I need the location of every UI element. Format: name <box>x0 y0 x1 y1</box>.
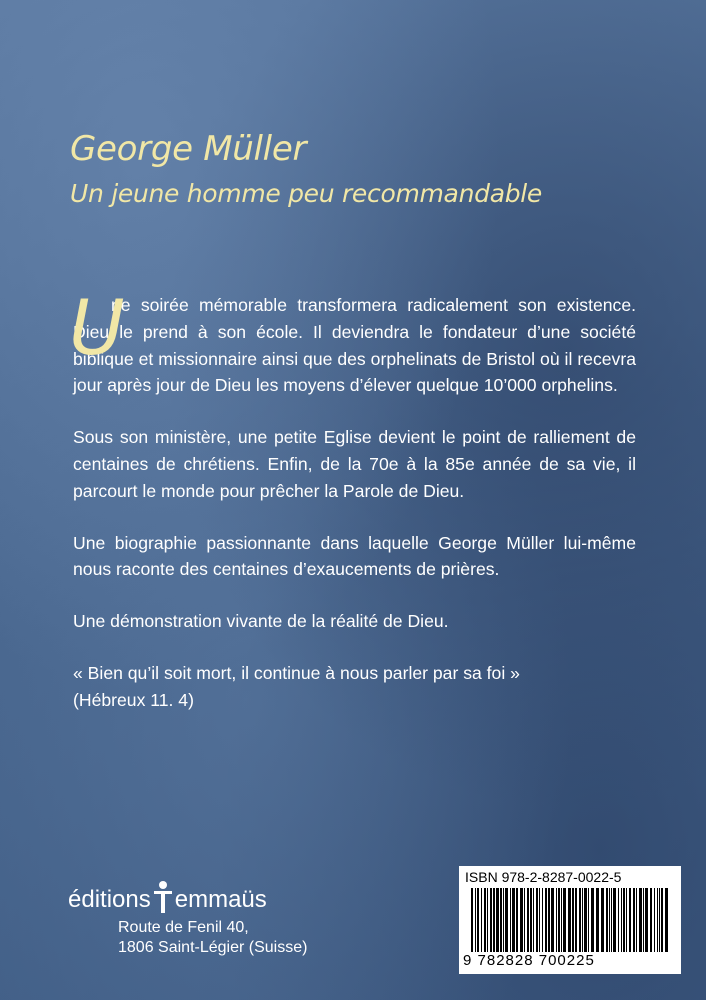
quote-reference: (Hébreux 11. 4) <box>73 689 194 710</box>
barcode-bar <box>551 888 554 952</box>
barcode-bar <box>661 888 663 952</box>
barcode-bar <box>496 888 499 952</box>
drop-cap: U <box>69 283 125 372</box>
barcode-bar <box>536 888 538 952</box>
barcode-bar <box>484 888 486 952</box>
barcode-bar <box>530 888 532 952</box>
paragraph-1 <box>69 283 636 399</box>
barcode-bar <box>650 888 652 952</box>
barcode-digits: 9 782828 700225 <box>463 952 595 969</box>
barcode-bar <box>611 888 612 952</box>
barcode-bar <box>654 888 655 952</box>
barcode-bar <box>500 888 502 952</box>
barcode-bar <box>584 888 587 952</box>
barcode-bar <box>481 888 482 952</box>
publisher-address <box>118 918 328 958</box>
book-title: George Müller <box>70 129 307 169</box>
barcode-bar <box>657 888 658 952</box>
barcode-bar <box>542 888 543 952</box>
barcode-bar <box>636 888 637 952</box>
barcode-bar <box>639 888 642 952</box>
bible-quote <box>73 660 636 714</box>
title-block <box>70 128 670 210</box>
barcode-bar <box>601 888 604 952</box>
barcode-bar <box>561 888 562 952</box>
barcode-bar <box>505 888 508 952</box>
barcode-bar <box>623 888 625 952</box>
barcode-bar <box>471 888 473 952</box>
barcode-icon <box>467 888 673 952</box>
barcode-bar <box>621 888 622 952</box>
barcode-bar <box>533 888 534 952</box>
barcode-bar <box>588 888 589 952</box>
barcode-bar <box>582 888 583 952</box>
barcode-bar <box>568 888 571 952</box>
barcode-bar <box>563 888 566 952</box>
barcode-bar <box>524 888 525 952</box>
barcode-bar <box>516 888 518 952</box>
barcode-bar <box>477 888 479 952</box>
barcode-bar <box>579 888 581 952</box>
barcode-bar <box>475 888 476 952</box>
paragraph-1-text: ne soirée mémorable transformera radicalement son existence. Dieu le prend à son école. Il deviendra le fondateur d’une société biblique et missionnaire ainsi que des orphelinats de Bristol où il recevra jour après jour de Dieu les moyens d’élever quelque 10’000 orphelins. <box>73 295 636 396</box>
barcode-bar <box>659 888 660 952</box>
barcode-bar <box>596 888 599 952</box>
logo-text-editions: éditions <box>68 886 151 913</box>
paragraph-2: Sous son ministère, une petite Eglise devient le point de ralliement de centaines de chrétiens. Enfin, de la 70e à la 85e année de sa vie, il parcourt le monde pour prêcher la Parole de Dieu. <box>73 427 636 501</box>
barcode-bar <box>606 888 608 952</box>
barcode-bar <box>539 888 540 952</box>
barcode-bar <box>643 888 644 952</box>
barcode-bar <box>633 888 635 952</box>
barcode-bar <box>572 888 574 952</box>
blurb <box>69 283 636 739</box>
barcode-bar <box>490 888 492 952</box>
barcode-bar <box>665 888 668 952</box>
barcode-bar <box>613 888 616 952</box>
publisher-block <box>68 878 328 958</box>
paragraph-3: Une biographie passionnante dans laquelle George Müller lui-même nous raconte des centaines d’exaucements de prières. <box>73 532 636 580</box>
barcode-bar <box>645 888 648 952</box>
cross-figure-icon <box>152 880 174 914</box>
barcode-bar <box>545 888 547 952</box>
barcode-bar <box>618 888 619 952</box>
publisher-logo <box>68 878 328 914</box>
barcode-bar <box>503 888 504 952</box>
barcode-bar <box>527 888 529 952</box>
barcode-bar <box>510 888 511 952</box>
barcode-bar <box>548 888 550 952</box>
barcode-bar <box>626 888 627 952</box>
isbn-number: ISBN 978-2-8287-0022-5 <box>465 869 622 885</box>
quote-text: « Bien qu’il soit mort, il continue à nous parler par sa foi » <box>73 662 520 683</box>
barcode-bar <box>512 888 515 952</box>
book-subtitle: Un jeune homme peu recommandable <box>70 179 543 208</box>
paragraph-4: Une démonstration vivante de la réalité de Dieu. <box>73 611 449 632</box>
barcode-bar <box>556 888 557 952</box>
barcode-bar <box>487 888 488 952</box>
address-line-2: 1806 Saint-Légier (Suisse) <box>118 939 308 956</box>
barcode-bar <box>629 888 631 952</box>
address-line-1: Route de Fenil 40, <box>118 919 249 936</box>
barcode-bar <box>520 888 523 952</box>
barcode-bar <box>609 888 610 952</box>
barcode-bar <box>493 888 495 952</box>
barcode-bar <box>575 888 577 952</box>
barcode-bar <box>591 888 594 952</box>
barcode-panel <box>459 866 681 974</box>
logo-text-emmaus: emmaüs <box>174 886 267 913</box>
barcode-bar <box>558 888 560 952</box>
